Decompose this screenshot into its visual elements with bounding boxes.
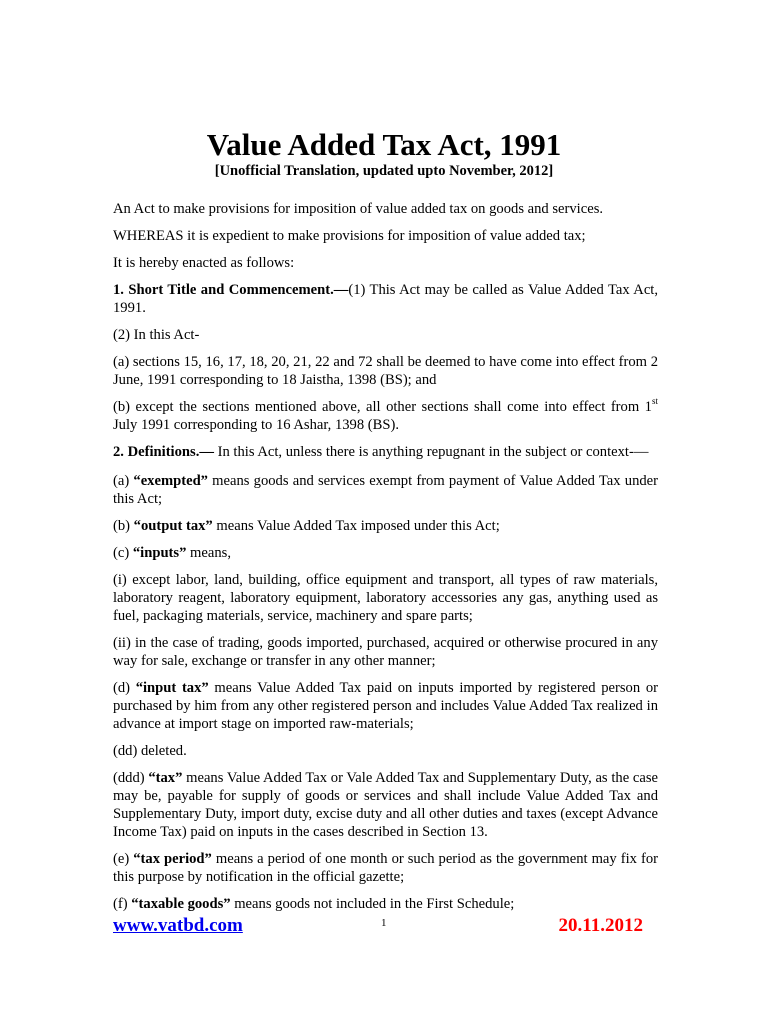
section-1-heading: 1. Short Title and Commencement.— [113,282,349,298]
section-1-paragraph [113,281,658,317]
defined-term: “tax” [148,770,183,786]
definition-d: (d) “input tax” means Value Added Tax paid on inputs imported by registered person or purchased by him from any other registered person and includes Value Added Tax realized in advance at import stage on imported raw-materials; [113,680,658,732]
section-2-heading: 2. Definitions.— [113,444,214,460]
definition-c: (c) “inputs” means, [113,545,231,561]
defined-term: “tax period” [133,851,212,867]
section-2-text: In this Act, unless there is anything repugnant in the subject or context-— [213,444,649,460]
definition-e: (e) “tax period” means a period of one month or such period as the government may fix for this purpose by notification in the official gazette; [113,851,658,885]
page-subtitle: [Unofficial Translation, updated upto November, 2012] [214,163,554,179]
defined-term: “taxable goods” [131,896,231,912]
page-footer [113,915,643,945]
section-1-clause-2: (2) In this Act- [113,327,200,343]
intro-paragraph: WHEREAS it is expedient to make provisions for imposition of value added tax; [113,228,586,244]
website-link[interactable]: www.vatbd.com [113,915,243,936]
defined-term: “output tax” [133,518,213,534]
definition-c-ii: (ii) in the case of trading, goods imported, purchased, acquired or otherwise procured in any way for sale, exchange or transfer in any other manner; [113,635,658,669]
section-2-paragraph [113,443,658,461]
definition-b: (b) “output tax” means Value Added Tax imposed under this Act; [113,518,500,534]
defined-term: “inputs” [132,545,187,561]
section-1-clause-a: (a) sections 15, 16, 17, 18, 20, 21, 22 and 72 shall be deemed to have come into effect from 2 June, 1991 corresponding to 18 Jaistha, 1398 (BS); and [113,354,658,388]
definition-a: (a) “exempted” means goods and services exempt from payment of Value Added Tax under this Act; [113,473,658,507]
section-1-clause-b: (b) except the sections mentioned above, all other sections shall come into effect from 1st July 1991 corresponding to 16 Ashar, 1398 (BS). [113,396,658,433]
section-1-text: (1) This Act may be called as Value Added Tax Act, 1991. [113,282,659,316]
definition-ddd: (ddd) “tax” means Value Added Tax or Vale Added Tax and Supplementary Duty, as the case may be, payable for supply of goods or services and shall include Value Added Tax and Supplementary Duty, import duty, excise duty and all other duties and taxes (except Advance Income Tax) paid on inputs in the cases described in Section 13. [113,770,658,840]
defined-term: “exempted” [133,473,208,489]
defined-term: “input tax” [135,680,209,696]
ordinal-suffix: st [651,396,658,407]
definition-dd: (dd) deleted. [113,743,187,759]
page-title: Value Added Tax Act, 1991 [206,127,562,162]
footer-date: 20.11.2012 [558,915,643,936]
page-number: 1 [381,917,387,929]
document-body [113,200,658,922]
intro-paragraph: An Act to make provisions for imposition of value added tax on goods and services. [113,201,604,217]
intro-paragraph: It is hereby enacted as follows: [113,255,295,271]
definition-c-i: (i) except labor, land, building, office equipment and transport, all types of raw materials, laboratory reagent, laboratory equipment, laboratory accessories any gas, anything used as fuel, packaging materials, service, machinery and spare parts; [113,572,658,624]
definition-f: (f) “taxable goods” means goods not included in the First Schedule; [113,896,515,912]
